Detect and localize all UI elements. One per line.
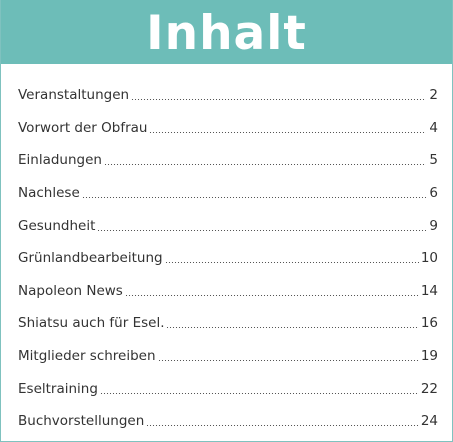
- dot-leader: [104, 164, 426, 165]
- toc-entry-label: Grünlandbearbeitung: [18, 250, 163, 267]
- toc-entry: [18, 340, 438, 373]
- toc-entry-label: Nachlese: [18, 185, 80, 202]
- toc-entry: [18, 405, 438, 438]
- toc-entry-label: Einladungen: [18, 152, 102, 169]
- toc-entry-label: Buchvorstellungen: [18, 413, 145, 430]
- toc-entry-label: Gesundheit: [18, 217, 96, 234]
- toc-entry-page: 22: [420, 380, 438, 397]
- toc-entry: [18, 307, 438, 340]
- toc-entry-page: 16: [420, 315, 438, 332]
- toc-entry-label: Napoleon News: [18, 282, 123, 299]
- toc-entry: [18, 144, 438, 177]
- page-title: Inhalt: [146, 5, 307, 61]
- toc-entry: [18, 242, 438, 275]
- dot-leader: [125, 295, 419, 296]
- dot-leader: [165, 262, 419, 263]
- dot-leader: [97, 230, 426, 231]
- toc-entry-page: 10: [420, 250, 438, 267]
- toc-entry: [18, 209, 438, 242]
- dot-leader: [82, 197, 426, 198]
- toc-entry: [18, 79, 438, 112]
- toc-entry: [18, 177, 438, 210]
- dot-leader: [149, 132, 426, 133]
- toc-entry-label: Vorwort der Obfrau: [18, 119, 148, 136]
- dot-leader: [158, 360, 419, 361]
- toc-entry-page: 2: [429, 87, 438, 104]
- dot-leader: [131, 99, 426, 100]
- toc-entry-label: Shiatsu auch für Esel.: [18, 315, 165, 332]
- toc-entry-label: Mitglieder schreiben: [18, 348, 156, 365]
- dot-leader: [146, 425, 419, 426]
- toc-entry-page: 5: [429, 152, 438, 169]
- dot-leader: [100, 393, 419, 394]
- toc-entry-page: 14: [420, 282, 438, 299]
- toc-list: [18, 79, 438, 438]
- toc-entry-page: 4: [429, 119, 438, 136]
- header-bar: [1, 0, 452, 64]
- dot-leader: [166, 327, 418, 328]
- toc-entry: [18, 275, 438, 308]
- toc-entry-page: 24: [420, 413, 438, 430]
- toc-entry-page: 9: [429, 217, 438, 234]
- toc-entry-label: Eseltraining: [18, 380, 98, 397]
- toc-entry: [18, 112, 438, 145]
- toc-entry-label: Veranstaltungen: [18, 87, 130, 104]
- toc-entry-page: 19: [420, 348, 438, 365]
- toc-entry-page: 6: [429, 185, 438, 202]
- toc-entry: [18, 372, 438, 405]
